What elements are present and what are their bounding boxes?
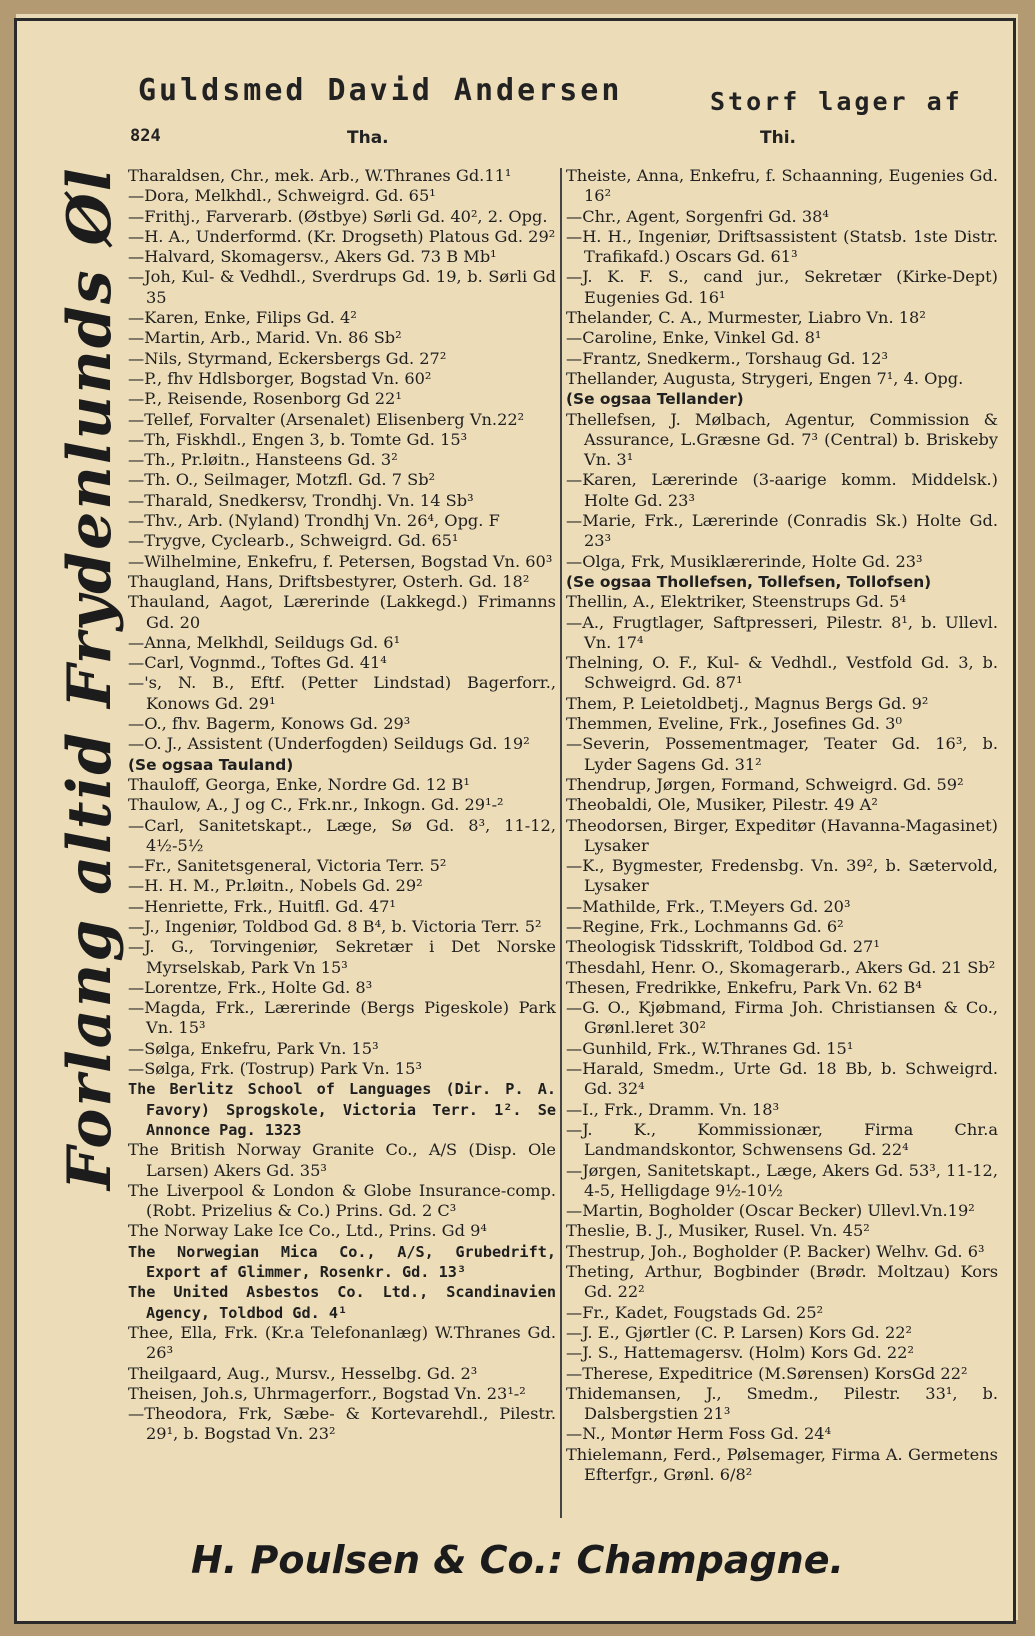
directory-entry: —Sølga, Frk. (Tostrup) Park Vn. 15³ (128, 1059, 422, 1079)
directory-entry: —I., Frk., Dramm. Vn. 18³ (566, 1099, 780, 1119)
directory-entry: —J. K. F. S., cand jur., Sekretær (Kirke-Dept) Eugenies Gd. 16¹ (566, 267, 998, 307)
directory-entry: Thesen, Fredrikke, Enkefru, Park Vn. 62 B⁴ (566, 977, 922, 997)
directory-entry: —Thv., Arb. (Nyland) Trondhj Vn. 26⁴, Opg. F (128, 511, 500, 531)
directory-entry: —J. E., Gjørtler (C. P. Larsen) Kors Gd. 22² (566, 1322, 913, 1342)
column-divider (560, 168, 562, 1518)
left-column (128, 166, 556, 1445)
directory-entry: —Wilhelmine, Enkefru, f. Petersen, Bogstad Vn. 60³ (128, 551, 553, 571)
directory-entry: —Sølga, Enkefru, Park Vn. 15³ (128, 1038, 379, 1058)
directory-entry: The United Asbestos Co. Ltd., Scandinavien Agency, Toldbod Gd. 4¹ (128, 1283, 556, 1322)
directory-entry: —Chr., Agent, Sorgenfri Gd. 38⁴ (566, 206, 829, 226)
directory-entry: (Se ogsaa Tellander) (566, 390, 744, 409)
directory-entry: Theologisk Tidsskrift, Toldbod Gd. 27¹ (566, 937, 880, 957)
directory-entry: —O., fhv. Bagerm, Konows Gd. 29³ (128, 714, 411, 734)
top-ad-left: Guldsmed David Andersen (138, 73, 623, 108)
top-ad-right: Storf lager af (710, 87, 963, 116)
directory-entry: —Magda, Frk., Lærerinde (Bergs Pigeskole) Park Vn. 15³ (128, 998, 556, 1038)
directory-entry: —Karen, Enke, Filips Gd. 4² (128, 308, 357, 328)
directory-entry: Theslie, B. J., Musiker, Rusel. Vn. 45² (566, 1221, 870, 1241)
top-advertisement (138, 73, 998, 116)
directory-entry: —J., Ingeniør, Toldbod Gd. 8 B⁴, b. Victoria Terr. 5² (128, 916, 542, 936)
directory-entry: Theodorsen, Birger, Expeditør (Havanna-Magasinet) Lysaker (566, 815, 998, 855)
directory-entry: Themmen, Eveline, Frk., Josefines Gd. 3⁰ (566, 714, 902, 734)
directory-entry: —Anna, Melkhdl, Seildugs Gd. 6¹ (128, 632, 401, 652)
directory-entry: —Theodora, Frk, Sæbe- & Kortevarehdl., Pilestr. 29¹, b. Bogstad Vn. 23² (128, 1404, 556, 1444)
directory-entry: —Th, Fiskhdl., Engen 3, b. Tomte Gd. 15³ (128, 429, 468, 449)
directory-entry: The Norwegian Mica Co., A/S, Grubedrift, Export af Glimmer, Rosenkr. Gd. 13³ (128, 1242, 556, 1282)
directory-entry: The Norway Lake Ice Co., Ltd., Prins. Gd 9⁴ (128, 1221, 487, 1241)
directory-entry: Theilgaard, Aug., Mursv., Hesselbg. Gd. 2³ (128, 1363, 478, 1383)
directory-entry: Thidemansen, J., Smedm., Pilestr. 33¹, b. Dalsbergstien 21³ (566, 1383, 998, 1424)
directory-entry: Theobaldi, Ole, Musiker, Pilestr. 49 A² (566, 795, 878, 815)
running-header (130, 126, 990, 150)
directory-entry: Theisen, Joh.s, Uhrmagerforr., Bogstad Vn. 23¹-² (128, 1383, 526, 1403)
directory-entry: —Tharald, Snedkersv, Trondhj. Vn. 14 Sb³ (128, 490, 474, 510)
directory-entry: —Olga, Frk, Musiklærerinde, Holte Gd. 23³ (566, 551, 923, 571)
directory-entry: —H. A., Underformd. (Kr. Drogseth) Platous Gd. 29² (128, 226, 556, 246)
bottom-advertisement: H. Poulsen & Co.: Champagne. (191, 1538, 844, 1582)
directory-entry: —Th., Pr.løitn., Hansteens Gd. 3² (128, 450, 398, 470)
directory-entry: —Lorentze, Frk., Holte Gd. 8³ (128, 977, 373, 997)
header-left-keyword: Tha. (347, 128, 389, 148)
directory-entry: —Halvard, Skomagersv., Akers Gd. 73 B Mb¹ (128, 247, 497, 267)
directory-entry: Thellin, A., Elektriker, Steenstrups Gd. 5⁴ (566, 592, 906, 612)
directory-entry: —J. G., Torvingeniør, Sekretær i Det Norske Myrselskab, Park Vn 15³ (128, 937, 556, 977)
directory-entry: Thellander, Augusta, Strygeri, Engen 7¹, 4. Opg. (566, 368, 964, 388)
directory-entry: (Se ogsaa Thollefsen, Tollefsen, Tollofsen) (566, 572, 932, 591)
directory-entry: Thee, Ella, Frk. (Kr.a Telefonanlæg) W.Thranes Gd. 26³ (128, 1322, 556, 1363)
directory-entry: —H. H., Ingeniør, Driftsassistent (Statsb. 1ste Distr. Trafikafd.) Oscars Gd. 61³ (566, 226, 998, 267)
directory-entry: —Karen, Lærerinde (3-aarige komm. Middelsk.) Holte Gd. 23³ (566, 470, 998, 510)
directory-entry: —G. O., Kjøbmand, Firma Joh. Christiansen & Co., Grønl.leret 30² (566, 998, 998, 1038)
directory-entry: —O. J., Assistent (Underfogden) Seildugs Gd. 19² (128, 734, 530, 754)
directory-entry: —Tellef, Forvalter (Arsenalet) Elisenberg Vn.22² (128, 409, 525, 429)
directory-entry: —P., Reisende, Rosenborg Gd 22¹ (128, 389, 402, 409)
directory-entry: —H. H. M., Pr.løitn., Nobels Gd. 29² (128, 876, 423, 896)
directory-entry: Theiste, Anna, Enkefru, f. Schaanning, Eugenies Gd. 16² (566, 166, 998, 206)
directory-entry: Thauland, Aagot, Lærerinde (Lakkegd.) Frimanns Gd. 20 (128, 592, 556, 632)
directory-entry: —Frithj., Farverarb. (Østbye) Sørli Gd. 40², 2. Opg. (128, 206, 548, 226)
vertical-advertisement: Forlang altid Frydenlunds Øl (55, 166, 125, 1190)
directory-entry: Thauloff, Georga, Enke, Nordre Gd. 12 B¹ (128, 774, 470, 794)
directory-entry: Thaulow, A., J og C., Frk.nr., Inkogn. Gd. 29¹-² (128, 795, 504, 815)
directory-entry: —Fr., Sanitetsgeneral, Victoria Terr. 5² (128, 856, 447, 876)
directory-entry: —P., fhv Hdlsborger, Bogstad Vn. 60² (128, 368, 432, 388)
directory-entry: Thaugland, Hans, Driftsbestyrer, Osterh. Gd. 18² (128, 571, 530, 591)
directory-entry: —'s, N. B., Eftf. (Petter Lindstad) Bagerforr., Konows Gd. 29¹ (128, 673, 556, 713)
directory-entry: —J. K., Kommissionær, Firma Chr.a Landmandskontor, Schwensens Gd. 22⁴ (566, 1119, 998, 1160)
directory-entry: Tharaldsen, Chr., mek. Arb., W.Thranes Gd.11¹ (128, 166, 512, 185)
directory-entry: —Regine, Frk., Lochmanns Gd. 6² (566, 916, 844, 936)
directory-entry: —Trygve, Cyclearb., Schweigrd. Gd. 65¹ (128, 531, 459, 551)
directory-entry: —Gunhild, Frk., W.Thranes Gd. 15¹ (566, 1038, 854, 1058)
directory-entry: —Caroline, Enke, Vinkel Gd. 8¹ (566, 328, 822, 348)
directory-entry: —Th. O., Seilmager, Motzfl. Gd. 7 Sb² (128, 470, 436, 490)
directory-entry: —Marie, Frk., Lærerinde (Conradis Sk.) Holte Gd. 23³ (566, 511, 998, 551)
header-right-keyword: Thi. (760, 128, 796, 148)
page-number: 824 (130, 126, 161, 146)
directory-entry: —Henriette, Frk., Huitfl. Gd. 47¹ (128, 896, 396, 916)
directory-entry: —Mathilde, Frk., T.Meyers Gd. 20³ (566, 896, 851, 916)
directory-entry: —Martin, Bogholder (Oscar Becker) Ullevl.Vn.19² (566, 1201, 975, 1221)
directory-entry: —Joh, Kul- & Vedhdl., Sverdrups Gd. 19, b. Sørli Gd 35 (128, 267, 556, 307)
directory-entry: The Liverpool & London & Globe Insurance-comp. (Robt. Prizelius & Co.) Prins. Gd. 2 C³ (128, 1180, 556, 1221)
directory-entry: —Martin, Arb., Marid. Vn. 86 Sb² (128, 328, 402, 348)
directory-entry: Thelning, O. F., Kul- & Vedhdl., Vestfold Gd. 3, b. Schweigrd. Gd. 87¹ (566, 653, 998, 693)
directory-entry: Them, P. Leietoldbetj., Magnus Bergs Gd. 9² (566, 693, 929, 713)
directory-entry: —Dora, Melkhdl., Schweigrd. Gd. 65¹ (128, 186, 436, 206)
directory-entry: Thestrup, Joh., Bogholder (P. Backer) Welhv. Gd. 6³ (566, 1241, 985, 1261)
directory-entry: —Therese, Expeditrice (M.Sørensen) KorsGd 22² (566, 1363, 968, 1383)
directory-entry: Thelander, C. A., Murmester, Liabro Vn. 18² (566, 308, 926, 328)
directory-entry: Thendrup, Jørgen, Formand, Schweigrd. Gd. 59² (566, 774, 964, 794)
directory-entry: —Jørgen, Sanitetskapt., Læge, Akers Gd. 53³, 11-12, 4-5, Helligdage 9½-10½ (566, 1160, 998, 1200)
directory-entry: Thesdahl, Henr. O., Skomagerarb., Akers Gd. 21 Sb² (566, 957, 996, 977)
directory-entry: —K., Bygmester, Fredensbg. Vn. 39², b. Sætervold, Lysaker (566, 856, 998, 896)
directory-entry: —Nils, Styrmand, Eckersbergs Gd. 27² (128, 348, 447, 368)
directory-entry: Thellefsen, J. Mølbach, Agentur, Commission & Assurance, L.Græsne Gd. 7³ (Central) b. Briskeby Vn. 3¹ (566, 409, 998, 470)
directory-entry: The Berlitz School of Languages (Dir. P. A. Favory) Sprogskole, Victoria Terr. 1². Se Annonce Pag. 1323 (128, 1080, 556, 1139)
right-column (566, 166, 998, 1485)
directory-entry: —A., Frugtlager, Saftpresseri, Pilestr. 8¹, b. Ullevl. Vn. 17⁴ (566, 612, 998, 652)
directory-entry: —Carl, Sanitetskapt., Læge, Sø Gd. 8³, 11-12, 4½-5½ (128, 815, 556, 855)
directory-entry: —N., Montør Herm Foss Gd. 24⁴ (566, 1424, 832, 1444)
directory-entry: —Carl, Vognmd., Toftes Gd. 41⁴ (128, 653, 387, 673)
directory-entry: —Fr., Kadet, Fougstads Gd. 25² (566, 1302, 824, 1322)
directory-entry: —J. S., Hattemagersv. (Holm) Kors Gd. 22² (566, 1343, 914, 1363)
directory-entry: Thielemann, Ferd., Pølsemager, Firma A. Germetens Efterfgr., Grønl. 6/8² (566, 1444, 998, 1484)
directory-entry: —Harald, Smedm., Urte Gd. 18 Bb, b. Schweigrd. Gd. 32⁴ (566, 1059, 998, 1099)
directory-entry: —Frantz, Snedkerm., Torshaug Gd. 12³ (566, 348, 888, 368)
directory-entry: Theting, Arthur, Bogbinder (Brødr. Moltzau) Kors Gd. 22² (566, 1262, 998, 1302)
directory-entry: (Se ogsaa Tauland) (128, 755, 294, 774)
directory-entry: —Severin, Possementmager, Teater Gd. 16³, b. Lyder Sagens Gd. 31² (566, 734, 998, 774)
directory-entry: The British Norway Granite Co., A/S (Disp. Ole Larsen) Akers Gd. 35³ (128, 1140, 556, 1180)
